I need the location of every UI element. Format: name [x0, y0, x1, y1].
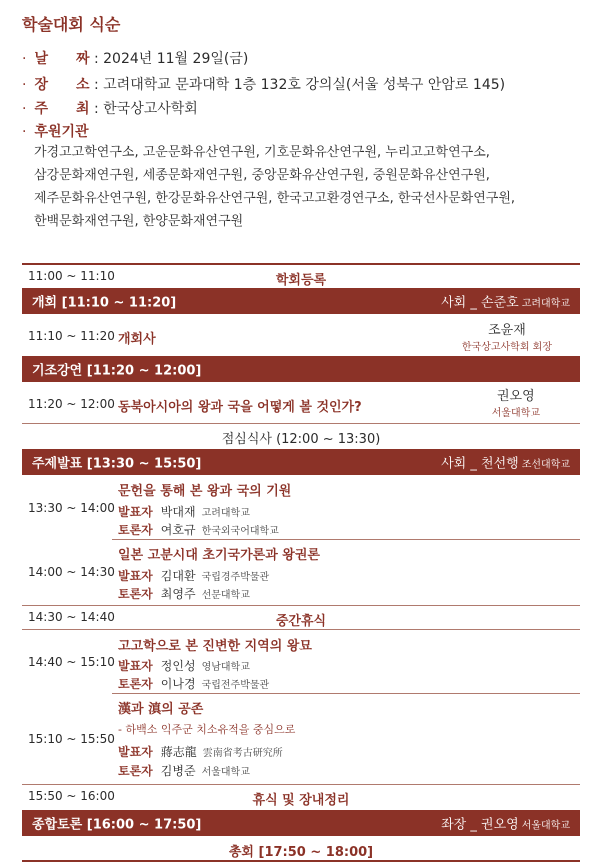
break-2-label: 휴식 및 장내정리: [252, 793, 350, 808]
discussion-bar: 종합토론 [16:00 ~ 17:50] 좌장 _ 권오영 서울대학교: [22, 810, 580, 836]
keynote-speaker: 권오영 서울대학교: [491, 389, 540, 419]
keynote-bar: 기조강연 [11:20 ~ 12:00]: [22, 356, 580, 382]
session-bar: 주제발표 [13:30 ~ 15:50] 사회 _ 천선행 조선대학교: [22, 449, 580, 475]
break-2-time: 15:50 ~ 16:00: [28, 789, 115, 803]
lunch-label: 점심식사 (12:00 ~ 13:30): [221, 432, 381, 447]
opening-talk-time: 11:10 ~ 11:20: [28, 329, 115, 343]
talk-2-time: 14:00 ~ 14:30: [28, 565, 115, 579]
talk-2-presenter: 발표자 김대환 국립경주박물관: [118, 569, 270, 583]
info-sponsor-heading: · 후원기관: [22, 124, 89, 140]
keynote-title: 동북아시아의 왕과 국을 어떻게 볼 것인가?: [118, 400, 362, 415]
registration-time: 11:00 ~ 11:10: [28, 269, 115, 283]
talk-3-discussant: 토론자 이나경 국립전주박물관: [118, 677, 270, 691]
talk-4-title: 漢과 滇의 공존: [118, 702, 204, 717]
opening-talk-title: 개회사: [118, 332, 156, 347]
registration-label: 학회등록: [275, 273, 327, 288]
opening-bar: 개회 [11:10 ~ 11:20] 사회 _ 손준호 고려대학교: [22, 288, 580, 314]
sponsor-list: 가경고고학연구소, 고운문화유산연구원, 기호문화유산연구원, 누리고고학연구소, 삼강문화재연구원, 세종문화재연구원, 중앙문화유산연구원, 중원문화유산연구원, 제주문화유산연구원, 한강문화유산연구원, 한국고고환경연구소, 한국선사문화연구원, 한백문화재연구원, 한양문화재연구원: [34, 145, 516, 229]
talk-1-discussant: 토론자 여호규 한국외국어대학교: [118, 523, 279, 537]
info-place: · 장 소 : 고려대학교 문과대학 1층 132호 강의실(서울 성북구 안암로 145): [22, 77, 506, 93]
info-host: · 주 최 : 한국상고사학회: [22, 101, 198, 117]
talk-1-presenter: 발표자 박대재 고려대학교: [118, 505, 250, 519]
talk-3-time: 14:40 ~ 15:10: [28, 655, 115, 669]
talk-4-presenter: 발표자 蔣志龍 雲南省考古研究所: [118, 745, 283, 759]
opening-speaker: 조윤재 한국상고사학회 회장: [461, 323, 552, 353]
talk-4-subtitle: - 하백소 익주군 치소유적을 중심으로: [118, 723, 296, 736]
talk-3-title: 고고학으로 본 진변한 지역의 왕묘: [118, 639, 312, 654]
break-1-time: 14:30 ~ 14:40: [28, 610, 115, 624]
talk-2-title: 일본 고분시대 초기국가론과 왕권론: [118, 548, 320, 563]
keynote-time: 11:20 ~ 12:00: [28, 397, 115, 411]
talk-1-title: 문헌을 통해 본 왕과 국의 기원: [118, 484, 292, 499]
talk-2-discussant: 토론자 최영주 선문대학교: [118, 587, 250, 601]
talk-4-time: 15:10 ~ 15:50: [28, 732, 115, 746]
page-title: 학술대회 식순: [22, 15, 121, 34]
talk-4-discussant: 토론자 김병준 서울대학교: [118, 764, 250, 778]
talk-3-presenter: 발표자 정인성 영남대학교: [118, 659, 250, 673]
break-1-label: 중간휴식: [275, 614, 327, 629]
closing-label: 총회 [17:50 ~ 18:00]: [228, 845, 374, 860]
info-date: · 날 짜 : 2024년 11월 29일(금): [22, 51, 249, 67]
talk-1-time: 13:30 ~ 14:00: [28, 501, 115, 515]
